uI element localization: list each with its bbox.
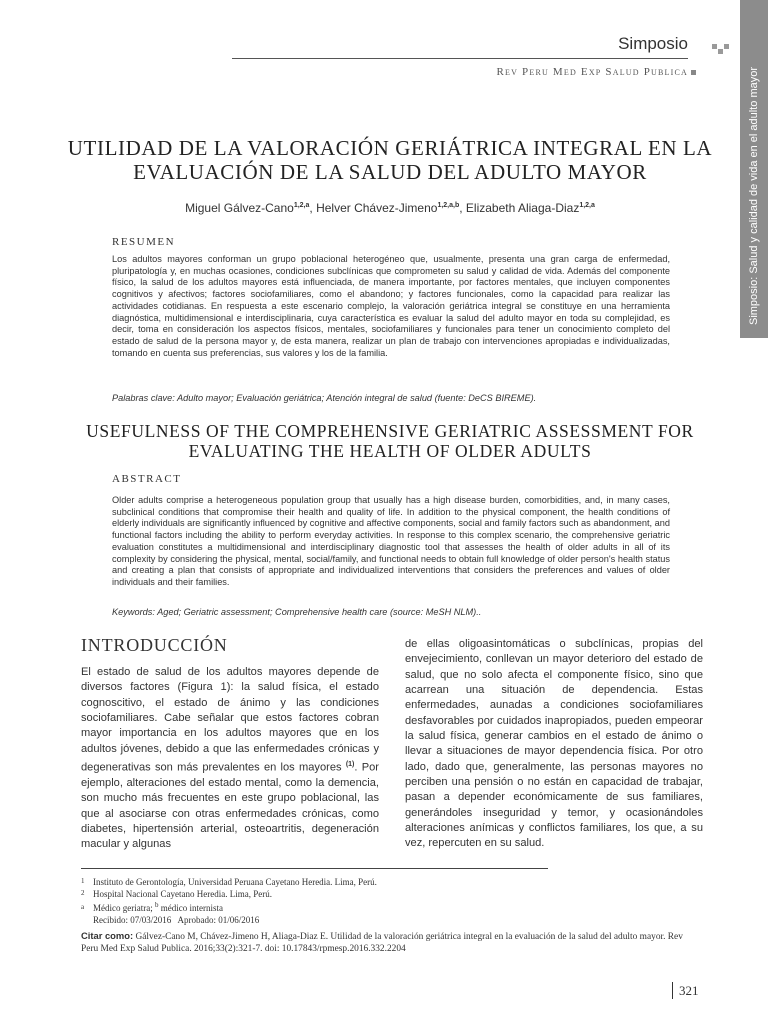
citation-text[interactable]: Gálvez-Cano M, Chávez-Jimeno H, Aliaga-Diaz E. Utilidad de la valoración geriátrica integral en la evaluación de la salud del adulto mayor. Rev Peru Med Exp Salud Publica. 2016;33(2):321-7. doi: 10.17843/rpmesp.2016.332.2204 (81, 932, 683, 954)
author-name: Miguel Gálvez-Cano (185, 201, 294, 215)
citation-label: Citar como: (81, 930, 134, 941)
page-number: 321 (672, 982, 699, 999)
author-list: Miguel Gálvez-Cano$^{1,2,a}$, Helver Chávez-Jimeno$^{1,2,a,b}$, Elizabeth Aliaga-Diaz$^{1,2,a}$ (185, 201, 595, 215)
footnote: 1 Instituto de Gerontología, Universidad Peruana Cayetano Heredia. Lima, Perú. (81, 877, 377, 887)
received-dates: Recibido: 07/03/2016 Aprobado: 01/06/2016 (93, 914, 260, 925)
side-tab-label: Simposio: Salud y calidad de vida en el adulto mayor (748, 66, 760, 326)
section-title: Simposio (618, 34, 688, 53)
intro-column-1: El estado de salud de los adultos mayores depende de diversos factores (Figura 1): la salud física, el estado cognoscitivo, el estado de ánimo y las condiciones sociofamiliares. Cabe señalar que estos factores cobran mayor importancia en los adultos mayores que en los adultos jóvenes, debido a que las enfermedades crónicas y degenerativas son más prevalentes en los mayores $^{(1)}$. Por ejemplo, alteraciones del estado mental, como la demencia, son mucho más frecuentes en este grupo poblacional, las que al asociarse con otras enfermedades crónicas, como diabetes, hipertensión arterial, osteoartritis, degeneración macular y algunas (81, 666, 379, 851)
journal-decoration (691, 70, 696, 75)
author-affiliation: 1,2,a (579, 202, 595, 209)
resumen-text: Los adultos mayores conforman un grupo poblacional heterogéneo que, usualmente, presenta una gran carga de enfermedad, pluripatología y, en muchas ocasiones, condiciones subclínicas que comprometen su salud y calidad de vida. Además del componente físico, la salud de los adultos mayores está influenciada, de manera importante, por factores mentales, que incluyen componentes cognitivos y afectivos; factores sociofamiliares, como el abandono; y factores funcionales, como la capacidad para realizar las actividades cotidianas. En respuesta a este escenario complejo, la valoración geriátrica integral se constituye en una herramienta diagnóstica, multidimensional e interdisciplinaria, cuya característica es evaluar la salud del adulto mayor en toda su complejidad, es decir, toma en consideración los aspectos físicos, mentales, sociofamiliares y funcionales para tener un conocimiento completo del estado de salud de la persona mayor y, de esta manera, realizar un plan de trabajo con intervenciones apropiadas e individualizadas, tomando en cuenta sus preferencias, sus valores y los de la familia. (112, 254, 670, 358)
abstract-text: Older adults comprise a heterogeneous population group that usually has a high disease burden, comorbidities, and, in many cases, subclinical conditions that compromise their health and quality of life. In addition to the physical component, the health conditions of elderly individuals are significantly influenced by cognitive and affective components, social and family factors such as abandonment, and functional factors including the ability to perform everyday activities. In response to this complex scenario, the comprehensive geriatric evaluation constitutes a multidimensional and interdisciplinary diagnostic tool that assesses the health of older adults in all of its complexity by considering the physical, mental, social/family, and functional needs to obtain full knowledge of older person's health status and creating a plan that consists of appropriate and individualized interventions that considers the preferences and values of older individuals and their families. (112, 495, 670, 587)
author-affiliation: 1,2,a (293, 202, 310, 209)
article-title: UTILIDAD DE LA VALORACIÓN GERIÁTRICA INTEGRAL EN LA EVALUACIÓN DE LA SALUD DEL ADULTO MAYOR (67, 136, 713, 184)
keywords: Keywords: Aged; Geriatric assessment; Comprehensive health care (source: MeSH NLM).. (112, 607, 482, 617)
footnotes (81, 876, 681, 926)
abstract-heading: ABSTRACT (112, 473, 182, 485)
footnote-rule (81, 868, 548, 869)
author-name: Elizabeth Aliaga-Diaz (465, 201, 580, 215)
footnote: 2 Hospital Nacional Cayetano Heredia. Lima, Perú. (81, 889, 272, 900)
reference-marker[interactable]: (1) (345, 761, 355, 769)
footnote: a Médico geriatra; $^b$ médico internista (81, 901, 223, 914)
header-rule (232, 58, 688, 59)
introduccion-heading: INTRODUCCIÓN (81, 635, 228, 655)
journal-name: Rev Peru Med Exp Salud Publica (496, 66, 688, 78)
resumen-heading: RESUMEN (112, 236, 176, 248)
citation (81, 930, 701, 955)
intro-column-2: de ellas oligoasintomáticas o subclínicas, propias del envejecimiento, conllevan un mayor deterioro del estado de salud, que no solo afecta el componente físico, sino que acarrean una situación de dependencia. Estas enfermedades, aunadas a condiciones sociofamiliares desfavorables por cuidados inapropiados, pueden empeorar la salud física, generar cambios en el estado de ánimo o llevar a situaciones de mayor dependencia física. Por otro lado, dado que, generalmente, las personas mayores no perciben una pensión o no están en capacidad de trabajar, pasan a depender económicamente de sus familiares, generándoles inseguridad y temor, y ocasionándoles alteraciones anímicas y conflictos familiares, los que, a su vez, repercuten en su salud. (405, 638, 703, 850)
header-decoration (712, 40, 732, 58)
author-affiliation: 1,2,a,b (437, 202, 460, 209)
english-title: USEFULNESS OF THE COMPREHENSIVE GERIATRIC ASSESSMENT FOR EVALUATING THE HEALTH OF OLDER ADULTS (86, 421, 694, 461)
author-name: Helver Chávez-Jimeno (316, 201, 438, 215)
palabras-clave: Palabras clave: Adulto mayor; Evaluación geriátrica; Atención integral de salud (fuente: DeCS BIREME). (112, 393, 537, 403)
